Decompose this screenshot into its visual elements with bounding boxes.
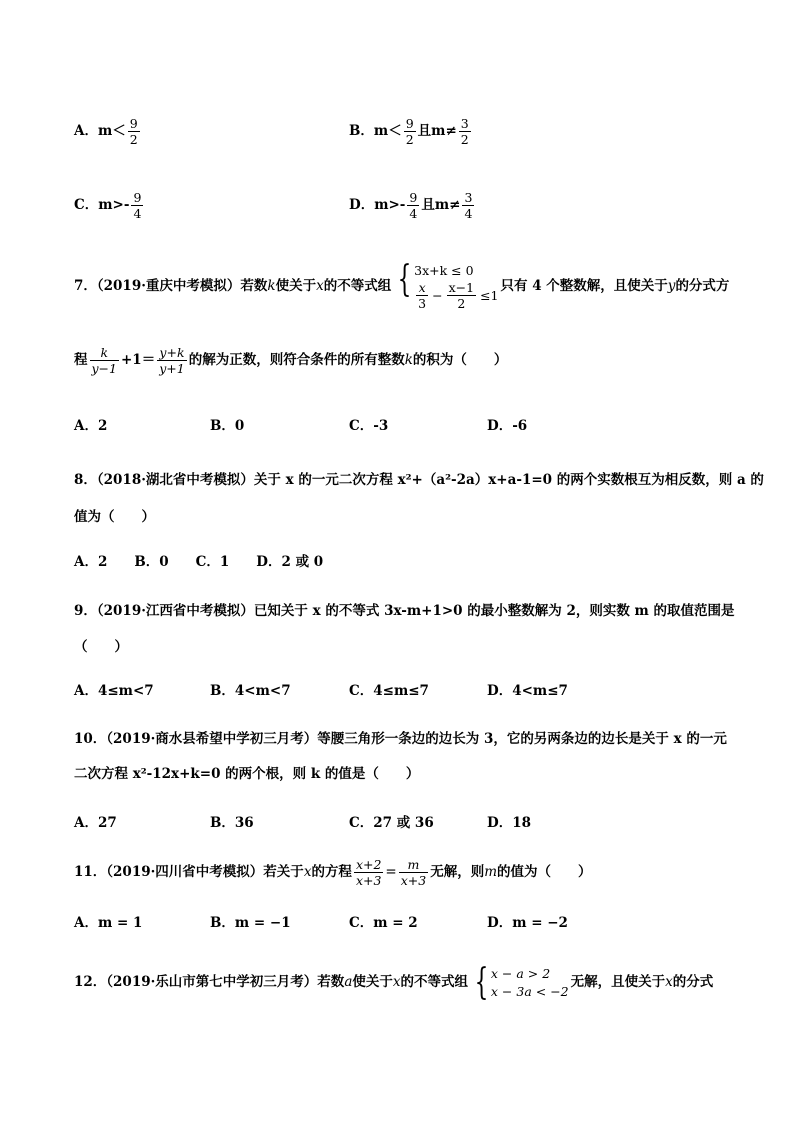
q11-line1: 11．（2019·四川省中考模拟）若关于x的方程 $\frac{x+2}{x+3}$ = $\frac{m}{x+3}$ 无解，则m的值为（ ）: [74, 857, 592, 888]
q9-option-a: A．4≤m<7: [74, 683, 154, 699]
q7-option-c: C．-3: [349, 418, 389, 434]
q7-option-d: D．-6: [487, 418, 528, 434]
q10-option-a: A．27: [74, 815, 117, 831]
q11-option-b: B．m = −1: [210, 915, 291, 931]
q8-line1: 8．（2018·湖北省中考模拟）关于 x 的一元二次方程 x²+（a²-2a）x+a-1=0 的两个实数根互为相反数，则 a 的: [74, 472, 764, 488]
q10-option-c: C．27 或 36: [349, 815, 434, 831]
q10-line2: 二次方程 x²-12x+k=0 的两个根，则 k 的值是（ ）: [74, 766, 420, 782]
q7-option-b: B．0: [210, 418, 245, 434]
q7-line1: 7．（2019·重庆中考模拟）若数k使关于x的不等式组 { 3x+k ≤ 0 $\frac{x}{3}$ − $\frac{x-1}{2}$ ≤1 只有 4 个整数解，且使关于y的分式方: [74, 259, 730, 311]
q8-line2: 值为（ ）: [74, 509, 155, 525]
q9-option-c: C．4≤m≤7: [349, 683, 429, 699]
q7-inequality-system: { 3x+k ≤ 0 $\frac{x}{3}$ − $\frac{x-1}{2}$ ≤1: [397, 259, 499, 311]
q6-option-a: A．m＜ $\frac{9}{2}$: [74, 116, 138, 147]
q10-option-d: D．18: [487, 815, 531, 831]
q10-option-b: B．36: [210, 815, 254, 831]
q9-option-b: B．4<m<7: [210, 683, 291, 699]
q12-inequality-system: { x − a > 2 x − 3a < −2: [474, 961, 569, 1003]
q11-option-d: D．m = −2: [487, 915, 568, 931]
q8-options: A．2 B．0 C．1 D．2 或 0: [74, 554, 324, 570]
q11-option-c: C．m = 2: [349, 915, 418, 931]
q11-option-a: A．m = 1: [74, 915, 143, 931]
q6-option-d: D．m>- $\frac{9}{4}$ 且m≠ $\frac{3}{4}$: [349, 190, 473, 221]
q7-line2: 程 $\frac{k}{y-1}$ +1＝ $\frac{y+k}{y+1}$ 的解为正数，则符合条件的所有整数k的积为（ ）: [74, 345, 508, 376]
q6-option-b: B．m＜ $\frac{9}{2}$ 且m≠ $\frac{3}{2}$: [349, 116, 469, 147]
q9-line1: 9．（2019·江西省中考模拟）已知关于 x 的不等式 3x-m+1>0 的最小整数解为 2，则实数 m 的取值范围是: [74, 603, 735, 619]
q7-option-a: A．2: [74, 418, 108, 434]
q6-option-c: C．m>- $\frac{9}{4}$: [74, 190, 142, 221]
q9-option-d: D．4<m≤7: [487, 683, 568, 699]
q9-line2: （ ）: [74, 639, 128, 655]
q12-line1: 12．（2019·乐山市第七中学初三月考）若数a使关于x的不等式组 { x − a > 2 x − 3a < −2 无解，且使关于x的分式: [74, 961, 714, 1003]
q10-line1: 10．（2019·商水县希望中学初三月考）等腰三角形一条边的边长为 3，它的另两条边的边长是关于 x 的一元: [74, 731, 727, 747]
